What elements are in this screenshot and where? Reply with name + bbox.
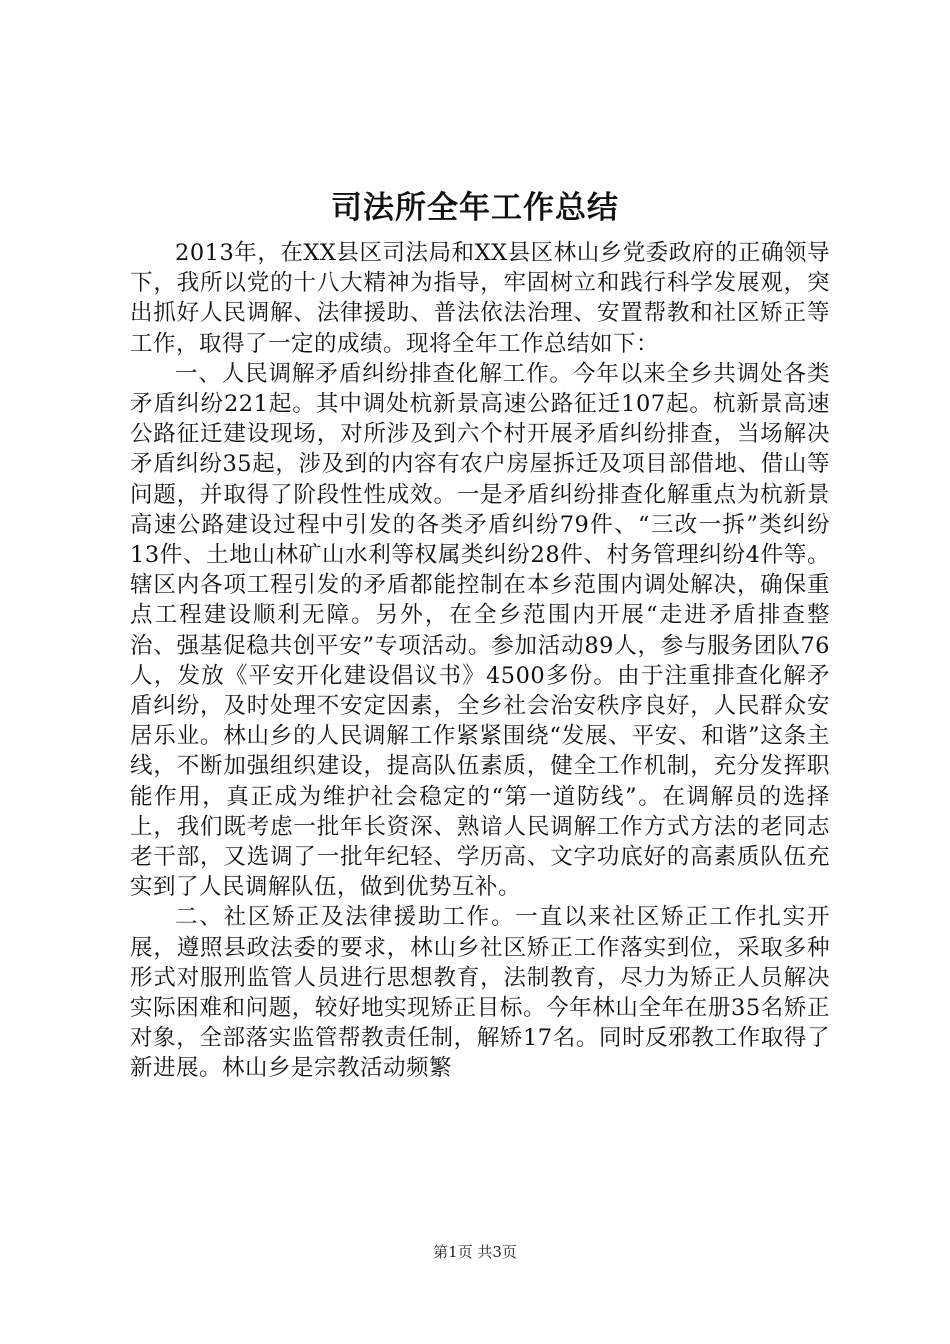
paragraph-mediation: 一、人民调解矛盾纠纷排查化解工作。今年以来全乡共调处各类矛盾纠纷221起。其中调处杭新景高速公路征迁107起。杭新景高速公路征迁建设现场，对所涉及到六个村开展矛盾纠纷排查，当场解决矛盾纠纷35起，涉及到的内容有农户房屋拆迁及项目部借地、借山等问题，并取得了阶段性性成效。一是矛盾纠纷排查化解重点为杭新景高速公路建设过程中引发的各类矛盾纠纷79件、“三改一拆”类纠纷13件、土地山林矿山水利等权属类纠纷28件、村务管理纠纷4件等。辖区内各项工程引发的矛盾都能控制在本乡范围内调处解决，确保重点工程建设顺利无障。另外，在全乡范围内开展“走进矛盾排查整治、强基促稳共创平安”专项活动。参加活动89人，参与服务团队76人，发放《平安开化建设倡议书》4500多份。由于注重排查化解矛盾纠纷，及时处理不安定因素，全乡社会治安秩序良好，人民群众安居乐业。林山乡的人民调解工作紧紧围绕“发展、平安、和谐”这条主线，不断加强组织建设，提高队伍素质，健全工作机制，充分发挥职能作用，真正成为维护社会稳定的“第一道防线”。在调解员的选择上，我们既考虑一批年长资深、熟谙人民调解工作方式方法的老同志老干部，又选调了一批年纪轻、学历高、文字功底好的高素质队伍充实到了人民调解队伍，做到优势互补。: [130, 360, 830, 901]
paragraph-community-correction: 二、社区矫正及法律援助工作。一直以来社区矫正工作扎实开展，遵照县政法委的要求，林山乡社区矫正工作落实到位，采取多种形式对服刑监管人员进行思想教育，法制教育，尽力为矫正人员解决实际困难和问题，较好地实现矫正目标。今年林山全年在册35名矫正对象，全部落实监管帮教责任制，解矫17名。同时反邪教工作取得了新进展。林山乡是宗教活动频繁: [130, 904, 830, 1082]
document-title: 司法所全年工作总结: [331, 190, 619, 226]
paragraph-intro: 2013年，在XX县区司法局和XX县区林山乡党委政府的正确领导下，我所以党的十八大精神为指导，牢固树立和践行科学发展观，突出抓好人民调解、法律援助、普法依法治理、安置帮教和社区矫正等工作，取得了一定的成绩。现将全年工作总结如下：: [130, 240, 830, 357]
document-body: [130, 238, 830, 1084]
page-number-footer: 第1页 共3页: [433, 1243, 517, 1261]
